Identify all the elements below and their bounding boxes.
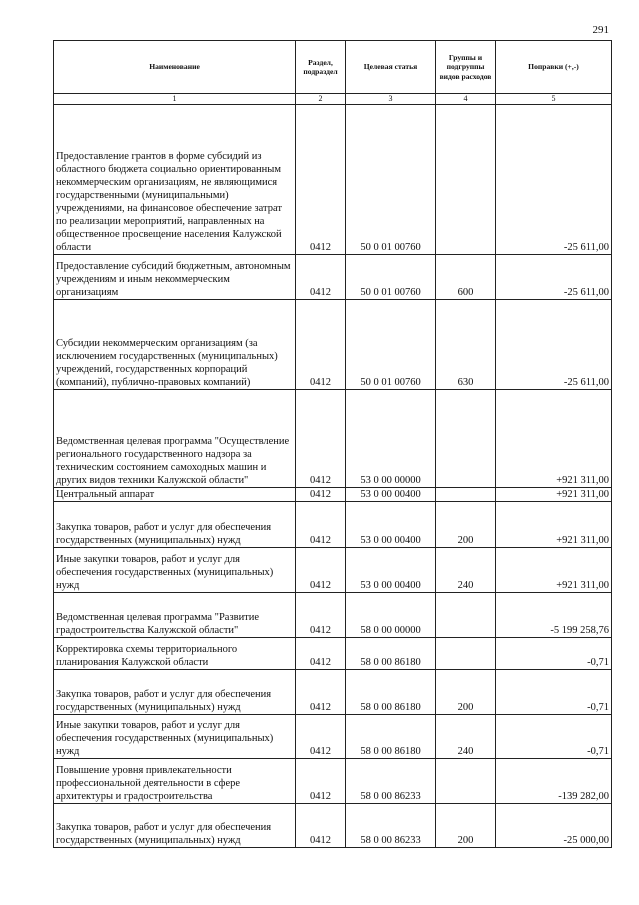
table-row bbox=[54, 105, 612, 255]
row-section: 0412 bbox=[296, 759, 346, 804]
row-expense-group: 200 bbox=[436, 804, 496, 848]
row-amount: -25 611,00 bbox=[496, 255, 612, 300]
column-number: 1 bbox=[54, 94, 296, 105]
row-name: Закупка товаров, работ и услуг для обеспечения государственных (муниципальных) нужд bbox=[54, 502, 296, 548]
row-expense-group: 200 bbox=[436, 670, 496, 715]
column-number-row bbox=[54, 94, 612, 105]
row-name: Субсидии некоммерческим организациям (за исключением государственных (муниципальных) учреждений, государственных корпораций (компаний), публично-правовых компаний) bbox=[54, 300, 296, 390]
row-section: 0412 bbox=[296, 670, 346, 715]
table-row bbox=[54, 300, 612, 390]
row-name: Закупка товаров, работ и услуг для обеспечения государственных (муниципальных) нужд bbox=[54, 804, 296, 848]
row-section: 0412 bbox=[296, 502, 346, 548]
row-target-article: 58 0 00 00000 bbox=[346, 593, 436, 638]
row-amount: +921 311,00 bbox=[496, 488, 612, 502]
row-section: 0412 bbox=[296, 390, 346, 488]
row-target-article: 53 0 00 00400 bbox=[346, 488, 436, 502]
row-expense-group: 200 bbox=[436, 502, 496, 548]
table-row bbox=[54, 390, 612, 488]
table-header-row bbox=[54, 41, 612, 94]
row-target-article: 50 0 01 00760 bbox=[346, 300, 436, 390]
table-row bbox=[54, 502, 612, 548]
row-amount: -0,71 bbox=[496, 715, 612, 759]
table-row bbox=[54, 804, 612, 848]
header-amendments: Поправки (+,-) bbox=[496, 41, 612, 94]
page-number: 291 bbox=[592, 24, 609, 36]
row-expense-group bbox=[436, 105, 496, 255]
row-target-article: 58 0 00 86233 bbox=[346, 804, 436, 848]
row-expense-group: 630 bbox=[436, 300, 496, 390]
table-row bbox=[54, 759, 612, 804]
header-expense-group: Группы и подгруппы видов расходов bbox=[436, 41, 496, 94]
row-target-article: 58 0 00 86233 bbox=[346, 759, 436, 804]
row-section: 0412 bbox=[296, 715, 346, 759]
row-target-article: 53 0 00 00400 bbox=[346, 548, 436, 593]
column-number: 2 bbox=[296, 94, 346, 105]
row-name: Корректировка схемы территориального планирования Калужской области bbox=[54, 638, 296, 670]
row-expense-group bbox=[436, 638, 496, 670]
column-number: 5 bbox=[496, 94, 612, 105]
row-amount: -139 282,00 bbox=[496, 759, 612, 804]
row-section: 0412 bbox=[296, 804, 346, 848]
row-amount: -25 611,00 bbox=[496, 300, 612, 390]
table-row bbox=[54, 638, 612, 670]
row-target-article: 50 0 01 00760 bbox=[346, 105, 436, 255]
row-name: Повышение уровня привлекательности профессиональной деятельности в сфере архитектуры и градостроительства bbox=[54, 759, 296, 804]
row-name: Предоставление грантов в форме субсидий из областного бюджета социально ориентированным некоммерческим организациям, не являющимися государственными (муниципальными) учреждениями, на финансовое обеспечение затрат по реализации мероприятий, направленных на общественное просвещение населения Калужской области bbox=[54, 105, 296, 255]
row-target-article: 50 0 01 00760 bbox=[346, 255, 436, 300]
row-amount: +921 311,00 bbox=[496, 390, 612, 488]
row-name: Центральный аппарат bbox=[54, 488, 296, 502]
row-section: 0412 bbox=[296, 548, 346, 593]
table-row bbox=[54, 488, 612, 502]
row-name: Ведомственная целевая программа "Развитие градостроительства Калужской области" bbox=[54, 593, 296, 638]
column-number: 3 bbox=[346, 94, 436, 105]
row-target-article: 58 0 00 86180 bbox=[346, 670, 436, 715]
row-expense-group bbox=[436, 593, 496, 638]
row-name: Иные закупки товаров, работ и услуг для обеспечения государственных (муниципальных) нужд bbox=[54, 715, 296, 759]
row-section: 0412 bbox=[296, 300, 346, 390]
row-target-article: 58 0 00 86180 bbox=[346, 638, 436, 670]
row-amount: -0,71 bbox=[496, 670, 612, 715]
table-row bbox=[54, 715, 612, 759]
row-section: 0412 bbox=[296, 255, 346, 300]
row-expense-group: 600 bbox=[436, 255, 496, 300]
row-section: 0412 bbox=[296, 488, 346, 502]
row-section: 0412 bbox=[296, 638, 346, 670]
row-expense-group: 240 bbox=[436, 715, 496, 759]
row-name: Ведомственная целевая программа "Осуществление регионального государственного надзора за техническим состоянием самоходных машин и других видов техники Калужской области" bbox=[54, 390, 296, 488]
header-target-article: Целевая статья bbox=[346, 41, 436, 94]
row-section: 0412 bbox=[296, 105, 346, 255]
row-expense-group bbox=[436, 759, 496, 804]
row-section: 0412 bbox=[296, 593, 346, 638]
table-row bbox=[54, 670, 612, 715]
header-section: Раздел, подраздел bbox=[296, 41, 346, 94]
row-name: Закупка товаров, работ и услуг для обеспечения государственных (муниципальных) нужд bbox=[54, 670, 296, 715]
header-name: Наименование bbox=[54, 41, 296, 94]
row-target-article: 53 0 00 00000 bbox=[346, 390, 436, 488]
row-amount: -25 000,00 bbox=[496, 804, 612, 848]
row-amount: +921 311,00 bbox=[496, 548, 612, 593]
row-name: Иные закупки товаров, работ и услуг для обеспечения государственных (муниципальных) нужд bbox=[54, 548, 296, 593]
table-row bbox=[54, 548, 612, 593]
row-amount: -0,71 bbox=[496, 638, 612, 670]
row-expense-group: 240 bbox=[436, 548, 496, 593]
column-number: 4 bbox=[436, 94, 496, 105]
budget-amendments-table bbox=[53, 40, 612, 848]
table-row bbox=[54, 255, 612, 300]
row-expense-group bbox=[436, 488, 496, 502]
row-amount: -5 199 258,76 bbox=[496, 593, 612, 638]
row-target-article: 53 0 00 00400 bbox=[346, 502, 436, 548]
row-name: Предоставление субсидий бюджетным, автономным учреждениям и иным некоммерческим организациям bbox=[54, 255, 296, 300]
row-target-article: 58 0 00 86180 bbox=[346, 715, 436, 759]
row-amount: -25 611,00 bbox=[496, 105, 612, 255]
table-row bbox=[54, 593, 612, 638]
row-expense-group bbox=[436, 390, 496, 488]
row-amount: +921 311,00 bbox=[496, 502, 612, 548]
